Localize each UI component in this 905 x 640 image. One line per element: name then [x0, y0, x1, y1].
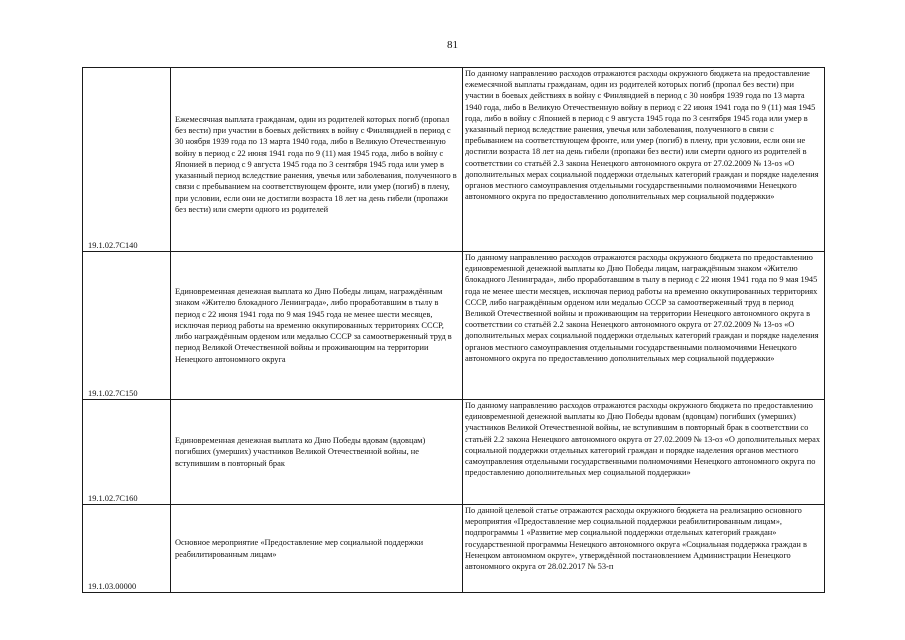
expense-direction-description: По данному направлению расходов отражаются расходы окружного бюджета по предоставлению единовременной денежной выплаты ко Дню Победы вдовам (вдовцам) погибших (умерших) участников Великой Отечественной войны, не вступившим в повторный брак в соответствии со статьёй 2.2 закона Ненецкого автономного округа от 27.02.2009 № 13-оз «О дополнительных мерах социальной поддержки отдельных категорий граждан и порядке наделения органов местного самоуправления отдельными государственными полномочиями Ненецкого автономного округа по предоставлению дополнительных мер социальной поддержки»	[463, 400, 825, 505]
expense-direction-name: Основное мероприятие «Предоставление мер социальной поддержки реабилитированным лицам»	[171, 505, 463, 593]
table-row	[83, 252, 825, 400]
target-article-code: 19.1.02.7С140	[83, 68, 171, 252]
target-article-code: 19.1.02.7С150	[83, 252, 171, 400]
expense-direction-name: Единовременная денежная выплата ко Дню Победы вдовам (вдовцам) погибших (умерших) участников Великой Отечественной войны, не вступившим в повторный брак	[171, 400, 463, 505]
expense-direction-description: По данному направлению расходов отражаются расходы окружного бюджета по предоставлению единовременной денежной выплаты ко Дню Победы лицам, награждённым знаком «Жителю блокадного Ленинграда», либо проработавшим в тылу в период с 22 июня 1941 года по 9 мая 1945 года не менее шести месяцев, исключая период работы на временно оккупированных территориях СССР, либо награждённым орденом или медалью СССР за самоотверженный труд в период Великой Отечественной войны и проживающим на территории Ненецкого автономного округа в соответствии со статьёй 2.2 закона Ненецкого автономного округа от 27.02.2009 № 13-оз «О дополнительных мерах социальной поддержки отдельных категорий граждан и порядке наделения органов местного самоуправления отдельными государственными полномочиями Ненецкого автономного округа по предоставлению дополнительных мер социальной поддержки»	[463, 252, 825, 400]
expense-direction-description: По данной целевой статье отражаются расходы окружного бюджета на реализацию основного мероприятия «Предоставление мер социальной поддержки реабилитированным лицам», подпрограммы 1 «Развитие мер социальной поддержки отдельных категорий граждан» государственной программы Ненецкого автономного округа «Социальная поддержка граждан в Ненецком автономном округе», утверждённой постановлением Администрации Ненецкого автономного округа от 28.02.2017 № 53-п	[463, 505, 825, 593]
expense-direction-name: Единовременная денежная выплата ко Дню Победы лицам, награждённым знаком «Жителю блокадного Ленинграда», либо проработавшим в тылу в период с 22 июня 1941 года по 9 мая 1945 года не менее шести месяцев, исключая период работы на временно оккупированных территориях СССР, либо награждённым орденом или медалью СССР за самоотверженный труд в период Великой Отечественной войны и проживающим на территории Ненецкого автономного округа	[171, 252, 463, 400]
budget-classification-table	[82, 67, 825, 593]
page-number: 81	[447, 39, 458, 51]
expense-direction-description: По данному направлению расходов отражаются расходы окружного бюджета на предоставление ежемесячной выплаты гражданам, один из родителей которых погиб (пропал без вести) при участии в боевых действиях в войну с Финляндией в период с 30 ноября 1939 года по 13 марта 1940 года, либо в Великую Отечественную войну в период с 22 июня 1941 года по 9 (11) мая 1945 года, либо в войну с Японией в период с 9 августа 1945 года по 3 сентября 1945 года или умер в указанный период вследствие ранения, увечья или заболевания, полученного в связи с пребыванием на соответствующем фронте, или умер (погиб) в плену, при условии, если они не достигли возраста 18 лет на день гибели (пропажи без вести) или смерти одного из родителей в соответствии со статьёй 2.3 закона Ненецкого автономного округа от 27.02.2009 № 13-оз «О дополнительных мерах социальной поддержки отдельных категорий граждан и порядке наделения органов местного самоуправления отдельными государственными полномочиями Ненецкого автономного округа по предоставлению дополнительных мер социальной поддержки»	[463, 68, 825, 252]
expense-direction-name: Ежемесячная выплата гражданам, один из родителей которых погиб (пропал без вести) при участии в боевых действиях в войну с Финляндией в период с 30 ноября 1939 года по 13 марта 1940 года, либо в Великую Отечественную войну в период с 22 июня 1941 года по 9 (11) мая 1945 года, либо в войну с Японией в период с 9 августа 1945 года по 3 сентября 1945 года или умер в указанный период вследствие ранения, увечья или заболевания, полученного в связи с пребыванием на соответствующем фронте, или умер (погиб) в плену, при условии, если они не достигли возраста 18 лет на день гибели (пропажи без вести) или смерти одного из родителей	[171, 68, 463, 252]
target-article-code: 19.1.03.00000	[83, 505, 171, 593]
table-row	[83, 400, 825, 505]
table-row	[83, 505, 825, 593]
target-article-code: 19.1.02.7С160	[83, 400, 171, 505]
table-row	[83, 68, 825, 252]
